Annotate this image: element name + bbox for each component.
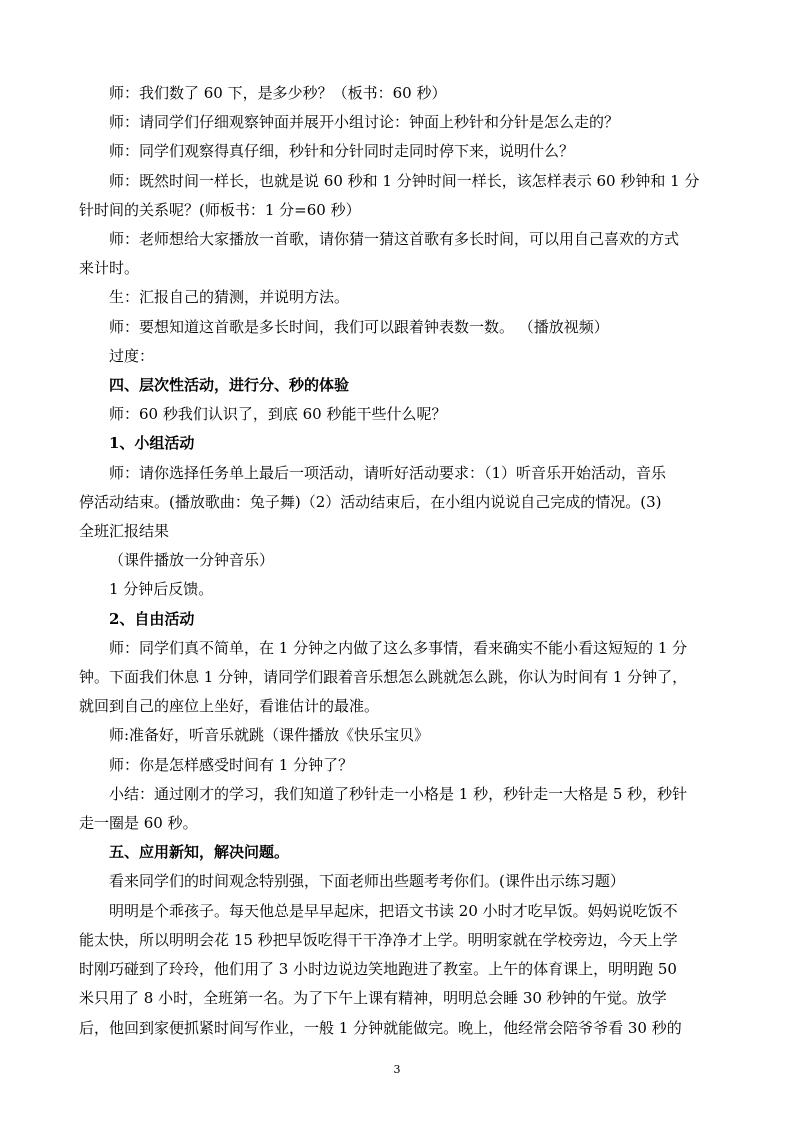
text-line: 生：汇报自己的猜测，并说明方法。 [109, 288, 350, 307]
text-line: 看来同学们的时间观念特别强，下面老师出些题考考你们。(课件出示练习题） [109, 872, 625, 891]
text-line: 师:准备好，听音乐就跳（课件播放《快乐宝贝》 [109, 726, 430, 745]
text-line: 走一圈是 60 秒。 [79, 814, 198, 833]
page-number: 3 [393, 1063, 401, 1076]
text-line: 小结：通过刚才的学习，我们知道了秒针走一小格是 1 秒，秒针走一大格是 5 秒，秒针 [109, 784, 688, 803]
text-line: 师：既然时间一样长，也就是说 60 秒和 1 分钟时间一样长，该怎样表示 60 秒钟和 1 分 [109, 171, 700, 190]
section-heading: 五、应用新知，解决问题。 [109, 843, 290, 862]
text-line: 钟。下面我们休息 1 分钟，请同学们跟着音乐想怎么跳就怎么跳，你认为时间有 1 分钟了， [79, 668, 688, 687]
text-line: 师：同学们真不简单，在 1 分钟之内做了这么多事情，看来确实不能小看这短短的 1 分 [109, 638, 688, 657]
text-line: 师：你是怎样感受时间有 1 分钟了？ [109, 755, 354, 774]
section-heading: 四、层次性活动，进行分、秒的体验 [109, 376, 350, 395]
text-line: 就回到自己的座位上坐好，看谁估计的最准。 [79, 697, 380, 716]
text-line: 1 分钟后反馈。 [109, 580, 214, 599]
text-line: 停活动结束。(播放歌曲：兔子舞)（2）活动结束后，在小组内说说自己完成的情况。(3) [79, 492, 662, 511]
text-line: 过度： [109, 346, 155, 365]
text-line: 师：请你选择任务单上最后一项活动，请听好活动要求：（1）听音乐开始活动，音乐 [109, 463, 667, 482]
section-heading: 1、小组活动 [109, 434, 195, 453]
text-line: （课件播放一分钟音乐） [109, 551, 275, 570]
text-line: 全班汇报结果 [79, 522, 170, 541]
section-heading: 2、自由活动 [109, 609, 195, 628]
text-body [79, 79, 719, 1043]
text-line: 师：60 秒我们认识了，到底 60 秒能干些什么呢？ [109, 405, 447, 424]
text-line: 能太快，所以明明会花 15 秒把早饭吃得干干净净才上学。明明家就在学校旁边，今天上学 [79, 930, 678, 949]
text-line: 米只用了 8 小时，全班第一名。为了下午上课有精神，明明总会睡 30 秒钟的午觉。放学 [79, 989, 667, 1008]
text-line: 时刚巧碰到了玲玲，他们用了 3 小时边说边笑地跑进了教室。上午的体育课上，明明跑 50 [79, 960, 677, 979]
text-line: 师：请同学们仔细观察钟面并展开小组讨论：钟面上秒针和分针是怎么走的？ [109, 113, 620, 132]
text-line: 后，他回到家便抓紧时间写作业，一般 1 分钟就能做完。晚上，他经常会陪爷爷看 30 秒的 [79, 1018, 682, 1037]
text-line: 来计时。 [79, 259, 140, 278]
text-line: 针时间的关系呢？(师板书：1 分=60 秒） [79, 200, 361, 219]
text-line: 师：老师想给大家播放一首歌，请你猜一猜这首歌有多长时间，可以用自己喜欢的方式 [109, 230, 680, 249]
text-line: 师：要想知道这首歌是多长时间，我们可以跟着钟表数一数。 （播放视频） [109, 317, 609, 336]
page-body [79, 79, 719, 1043]
text-line: 明明是个乖孩子。每天他总是早早起床，把语文书读 20 小时才吃早饭。妈妈说吃饭不 [109, 901, 678, 920]
text-line: 师：我们数了 60 下，是多少秒？（板书：60 秒） [109, 84, 447, 102]
text-line: 师：同学们观察得真仔细，秒针和分针同时走同时停下来，说明什么？ [109, 142, 575, 161]
